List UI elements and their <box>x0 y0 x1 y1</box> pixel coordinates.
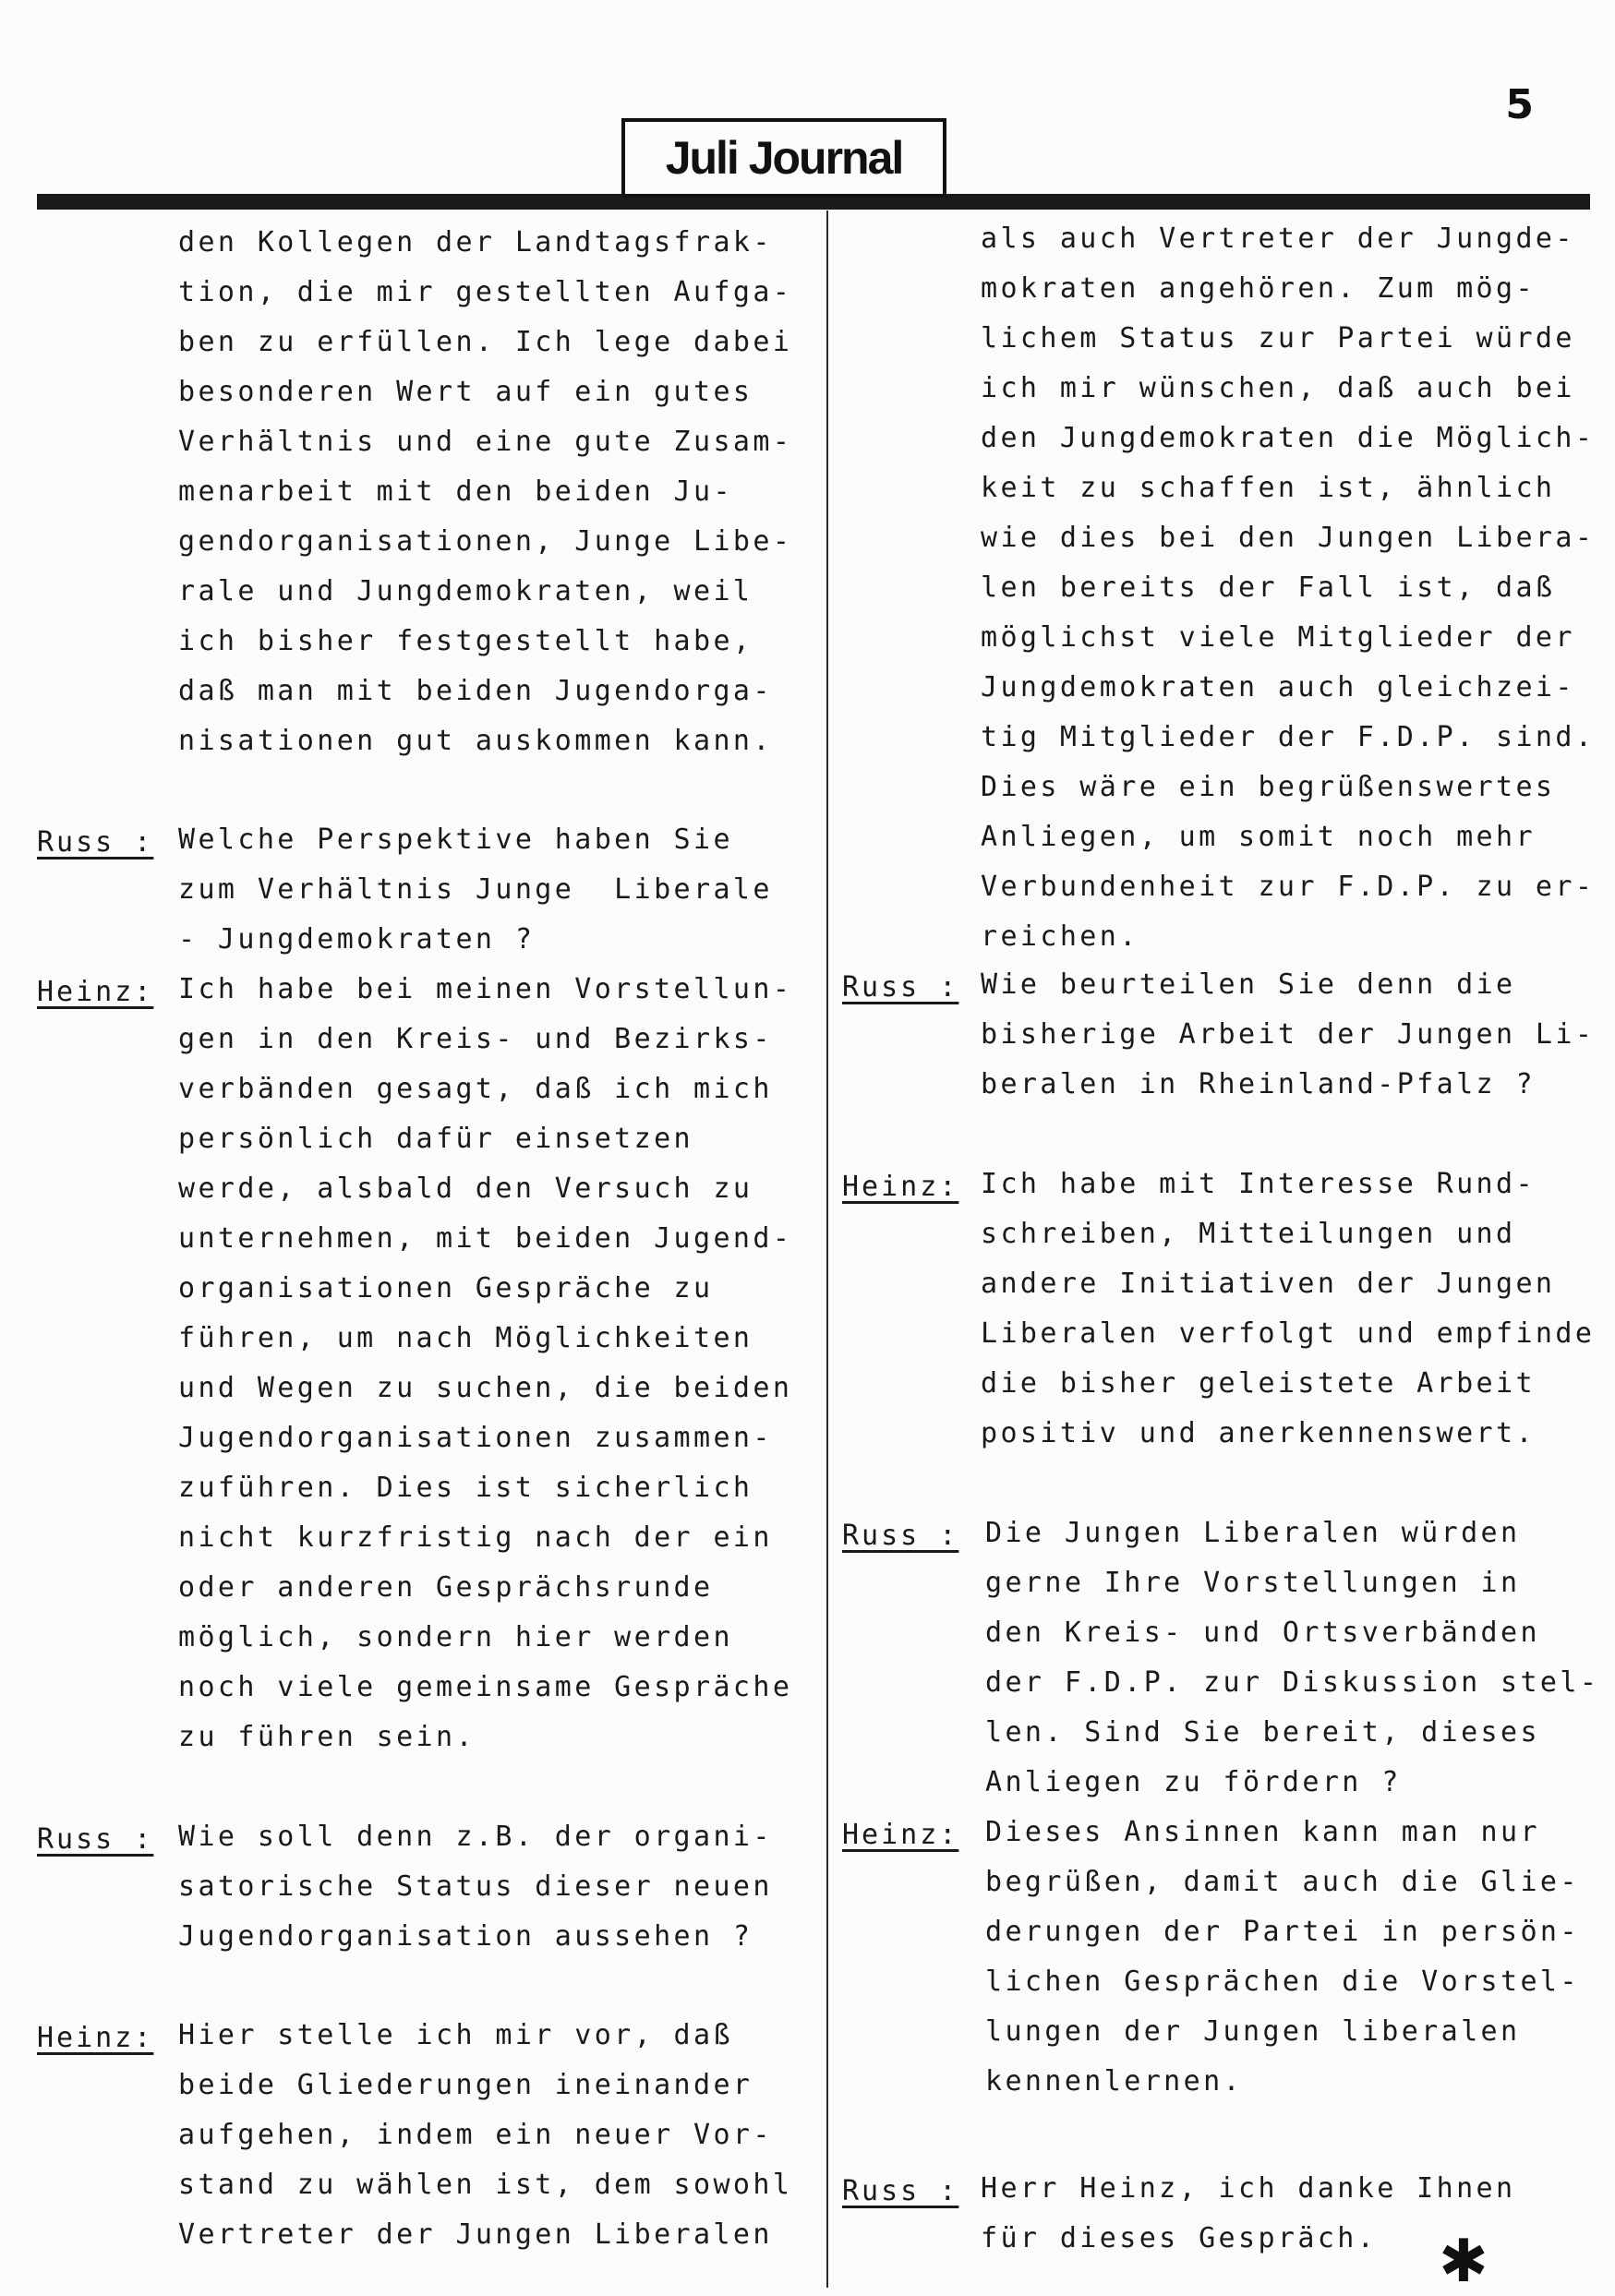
masthead-title: Juli Journal <box>621 118 946 198</box>
speaker-label: Heinz: <box>37 2022 154 2054</box>
speaker-label: Russ : <box>37 826 154 859</box>
entry-text: Wie soll denn z.B. der organi- satorische Status dieser neuen Jugendorganisation aussehen ? <box>178 1821 773 1953</box>
page-number: 5 <box>1505 81 1534 128</box>
entry-text: Welche Perspektive haben Sie zum Verhältnis Junge Liberale - Jungdemokraten ? <box>178 823 773 956</box>
speaker-label: Russ : <box>37 1823 154 1856</box>
left-continuation-text: den Kollegen der Landtagsfrak- tion, die mir gestellten Aufga- ben zu erfüllen. Ich lege dabei besonderen Wert auf ein gutes Verhältnis und eine gute Zusam- menarbeit mit den beiden Ju- gendorganisationen, Junge Libe- rale und Jungdemokraten, weil ich bisher festgestellt habe, daß man mit beiden Jugendorga- nisationen gut auskommen kann. <box>178 226 793 757</box>
speaker-label: Heinz: <box>842 1171 959 1203</box>
end-mark-asterisk-icon: ✱ <box>1439 2228 1488 2296</box>
speaker-label: Heinz: <box>842 1819 959 1851</box>
entry-text: Wie beurteilen Sie denn die bisherige Arbeit der Jungen Li- beralen in Rheinland-Pfalz ? <box>981 968 1596 1100</box>
speaker-label: Russ : <box>842 1520 959 1552</box>
right-continuation-text: als auch Vertreter der Jungde- mokraten angehören. Zum mög- lichem Status zur Partei würde ich mir wünschen, daß auch bei den Jungdemokraten die Möglich- keit zu schaffen ist, ähnlich wie dies bei den Jungen Libera- len bereits der Fall ist, daß möglichst viele Mitglieder der Jungdemokraten auch gleichzei- tig Mitglieder der F.D.P. sind. Dies wäre ein begrüßenswertes Anliegen, um somit noch mehr Verbundenheit zur F.D.P. zu er- reichen. <box>981 222 1596 953</box>
entry-text: Dieses Ansinnen kann man nur begrüßen, damit auch die Glie- derungen der Partei in persön- lichen Gesprächen die Vorstel- lungen der Jungen liberalen kennenlernen. <box>985 1816 1580 2098</box>
entry-text: Die Jungen Liberalen würden gerne Ihre Vorstellungen in den Kreis- und Ortsverbänden der F.D.P. zur Diskussion stel- len. Sind Sie bereit, dieses Anliegen zu fördern ? <box>985 1517 1600 1798</box>
entry-text: Ich habe bei meinen Vorstellun- gen in den Kreis- und Bezirks- verbänden gesagt, daß ich mich persönlich dafür einsetzen werde, alsbald den Versuch zu unternehmen, mit beiden Jugend- organisationen Gespräche zu führen, um nach Möglichkeiten und Wegen zu suchen, die beiden Jugendorganisationen zusammen- zuführen. Dies ist sicherlich nicht kurzfristig nach der ein oder anderen Gesprächsrunde möglich, sondern hier werden noch viele gemeinsame Gespräche zu führen sein. <box>178 973 793 1753</box>
entry-text: Herr Heinz, ich danke Ihnen für dieses Gespräch. <box>981 2172 1516 2254</box>
entry-text: Hier stelle ich mir vor, daß beide Gliederungen ineinander aufgehen, indem ein neuer Vor- stand zu wählen ist, dem sowohl Vertreter der Jungen Liberalen <box>178 2019 793 2251</box>
column-divider <box>826 210 828 2288</box>
entry-text: Ich habe mit Interesse Rund- schreiben, Mitteilungen und andere Initiativen der Jungen Liberalen verfolgt und empfinde die bisher geleistete Arbeit positiv und anerkennenswert. <box>981 1168 1596 1449</box>
speaker-label: Russ : <box>842 2175 959 2207</box>
speaker-label: Heinz: <box>37 976 154 1008</box>
speaker-label: Russ : <box>842 971 959 1004</box>
